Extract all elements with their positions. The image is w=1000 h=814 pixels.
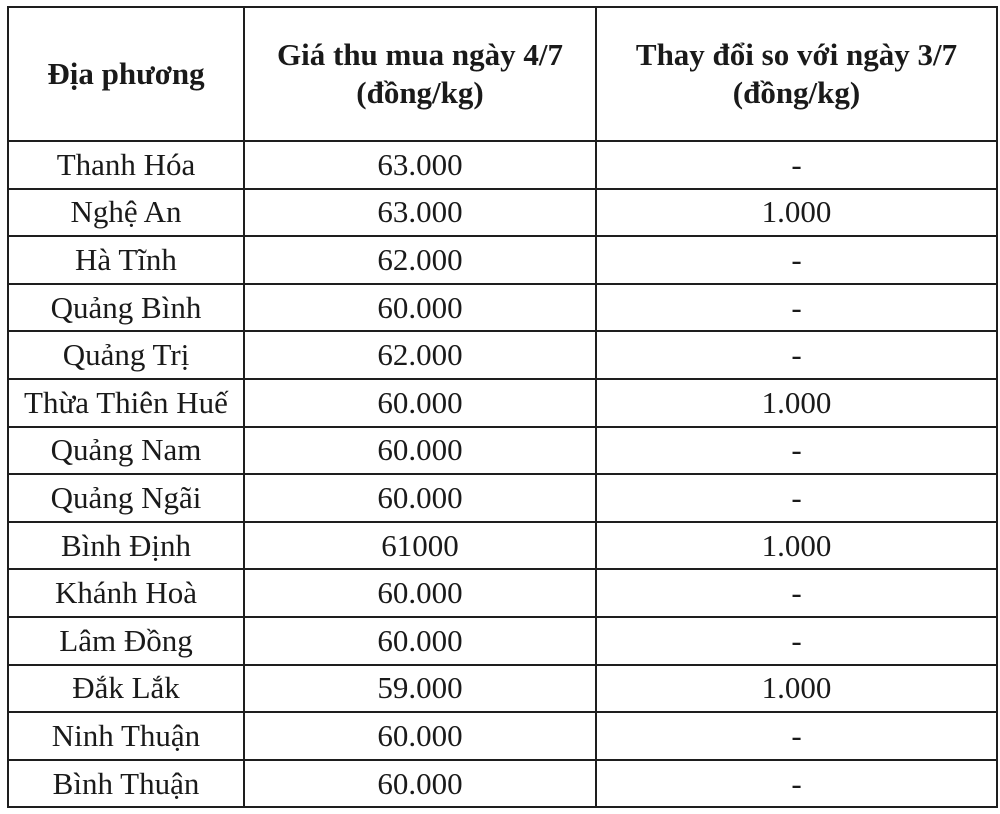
cell-region: Thanh Hóa	[8, 141, 244, 189]
cell-region: Quảng Ngãi	[8, 474, 244, 522]
table-row	[8, 665, 997, 713]
cell-change: 1.000	[596, 189, 997, 237]
cell-change: 1.000	[596, 379, 997, 427]
cell-price: 60.000	[244, 474, 596, 522]
cell-change: -	[596, 427, 997, 475]
table-row	[8, 379, 997, 427]
cell-region: Hà Tĩnh	[8, 236, 244, 284]
cell-price: 60.000	[244, 617, 596, 665]
cell-change: -	[596, 141, 997, 189]
cell-price: 63.000	[244, 189, 596, 237]
cell-region: Quảng Nam	[8, 427, 244, 475]
cell-region: Bình Thuận	[8, 760, 244, 808]
cell-change: -	[596, 331, 997, 379]
table-row	[8, 712, 997, 760]
cell-price: 60.000	[244, 427, 596, 475]
table-row	[8, 331, 997, 379]
cell-region: Nghệ An	[8, 189, 244, 237]
cell-change: -	[596, 236, 997, 284]
table-row	[8, 474, 997, 522]
table-row	[8, 236, 997, 284]
cell-change: -	[596, 569, 997, 617]
cell-price: 60.000	[244, 284, 596, 332]
cell-change: -	[596, 760, 997, 808]
table-row	[8, 141, 997, 189]
table-row	[8, 760, 997, 808]
header-price	[244, 7, 596, 141]
header-region-label: Địa phương	[47, 56, 205, 91]
cell-change: -	[596, 284, 997, 332]
header-change-title: Thay đổi so với ngày 3/7	[635, 37, 958, 72]
cell-change: -	[596, 712, 997, 760]
table-row	[8, 284, 997, 332]
cell-price: 60.000	[244, 569, 596, 617]
cell-change: -	[596, 617, 997, 665]
table-header-row	[8, 7, 997, 141]
cell-price: 60.000	[244, 712, 596, 760]
cell-price: 61000	[244, 522, 596, 570]
header-change	[596, 7, 997, 141]
cell-region: Bình Định	[8, 522, 244, 570]
cell-change: 1.000	[596, 522, 997, 570]
cell-region: Khánh Hoà	[8, 569, 244, 617]
header-price-unit: (đồng/kg)	[356, 75, 484, 110]
cell-region: Đắk Lắk	[8, 665, 244, 713]
cell-price: 59.000	[244, 665, 596, 713]
cell-change: 1.000	[596, 665, 997, 713]
cell-change: -	[596, 474, 997, 522]
cell-region: Lâm Đồng	[8, 617, 244, 665]
cell-price: 62.000	[244, 331, 596, 379]
table-row	[8, 617, 997, 665]
cell-price: 62.000	[244, 236, 596, 284]
cell-region: Quảng Bình	[8, 284, 244, 332]
cell-price: 60.000	[244, 379, 596, 427]
cell-price: 63.000	[244, 141, 596, 189]
header-change-unit: (đồng/kg)	[732, 75, 861, 110]
header-price-title: Giá thu mua ngày 4/7	[277, 37, 563, 72]
cell-region: Ninh Thuận	[8, 712, 244, 760]
cell-region: Thừa Thiên Huế	[8, 379, 244, 427]
cell-region: Quảng Trị	[8, 331, 244, 379]
price-table	[7, 6, 998, 808]
table-row	[8, 427, 997, 475]
table-row	[8, 569, 997, 617]
header-region	[8, 7, 244, 141]
table-row	[8, 189, 997, 237]
cell-price: 60.000	[244, 760, 596, 808]
table-row	[8, 522, 997, 570]
